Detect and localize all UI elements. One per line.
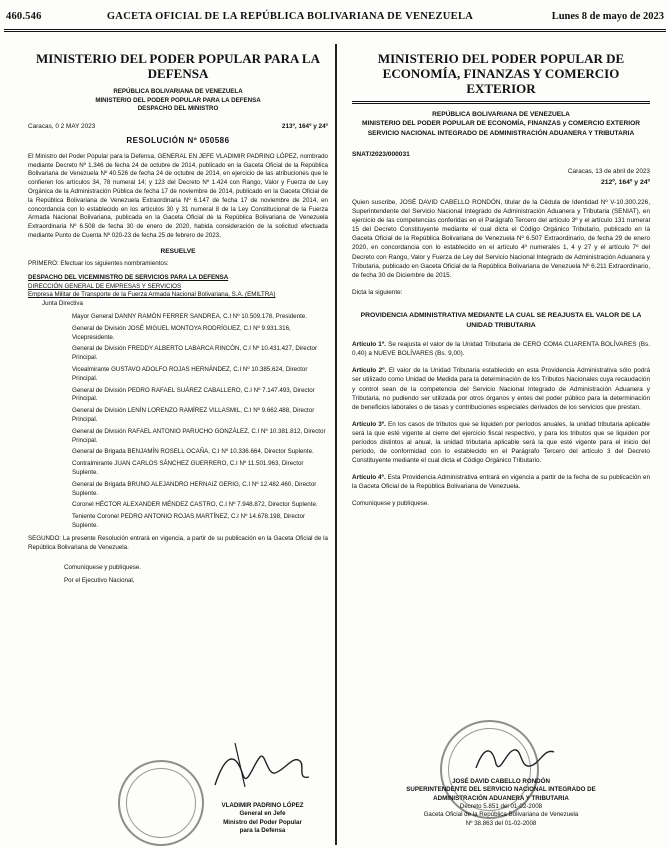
board-member: General de División PEDRO RAFAEL SUÁREZ CABALLERO, C.I Nº 7.147.493, Director Principal. — [72, 386, 315, 403]
article-3-head: Artículo 3º. — [352, 420, 386, 428]
left-signer-rank: General en Jefe — [239, 810, 286, 818]
ministry-seal-stamp — [118, 760, 204, 846]
board-member: General de Brigada BRUNO ALEJANDRO HERNAIZ GERIG, C.I Nº 12.482.460, Director Suplente. — [72, 480, 317, 497]
ministro-signature — [205, 735, 315, 795]
left-signer-role1: Ministro del Poder Popular — [223, 818, 302, 826]
column-divider — [335, 44, 337, 845]
article-3-text: En los casos de tributos que se liquiden por períodos anuales, la unidad tributaria aplicable será la que esté vigente al cierre del ejercicio fiscal respectivo, y para los tributos que se liquiden por períodos distintos al anual, la unidad tributaria aplicable será la que esté vigente para el inicio del período, de conformidad con lo establecido en el Parágrafo Tercero del artículo 3 del Decreto Constituyente mediante el cual dicta el Código Orgánico Tributario. — [352, 420, 650, 465]
right-signer-title2: ADMINISTRACIÓN ADUANERA Y TRIBUTARIA — [433, 794, 569, 802]
article-4 — [352, 473, 650, 491]
board-member: Mayor General DANNY RAMÓN FERRER SANDREA, C.I Nº 10.509.178, Presidente. — [72, 313, 307, 321]
gazette-title: GACETA OFICIAL DE LA REPÚBLICA BOLIVARIANA DE VENEZUELA — [106, 10, 474, 22]
snat-number: SNAT/2023/000031 — [352, 150, 410, 158]
left-preamble: El Ministro del Poder Popular para la Defensa, GENERAL EN JEFE VLADIMIR PADRINO LÓPEZ, nombrado mediante Decreto Nº 1.346 de fecha 24 de octubre de 2014, publicado en la Gaceta Oficial de la República Bolivariana de Venezuela Nº 40.526 de fecha 24 de octubre de 2014, en ejercicio de las atribuciones que le confieren los artículos 34, 78 numeral 14; y 123 del Decreto Nº 1.424 con Rango, Valor y Fuerza de Ley Orgánica de la Administración Pública de fecha 17 de noviembre de 2014, publicado en la Gaceta Oficial de la República Bolivariana de Venezuela Extraordinaria Nº 6.147 de fecha 17 de noviembre de 2014, en concordancia con lo establecido en los artículos 30 y 31 numeral 8 de la Ley Constitucional de la Fuerza Armada Nacional Bolivariana, publicada en la Gaceta Oficial de la República Bolivariana de Venezuela Extraordinaria Nº 6.508 de fecha 30 de enero de 2020, habida consideración de la solicitud efectuada mediante Punto de Cuenta Nº 020-23 de fecha 25 de febrero de 2023, — [28, 152, 328, 239]
providencia-title: PROVIDENCIA ADMINISTRATIVA MEDIANTE LA CUAL SE REAJUSTA EL VALOR DE LA UNIDAD TRIBUTARIA — [360, 311, 642, 329]
left-ministry: MINISTERIO DEL PODER POPULAR PARA LA DEFENSA — [95, 96, 261, 104]
board-member: Coronel HÉCTOR ALEXANDER MÉNDEZ CASTRO, C.I Nº 7.948.872, Director Suplente. — [72, 501, 318, 509]
article-4-head: Artículo 4º. — [352, 474, 386, 482]
right-column — [352, 52, 650, 508]
article-2-head: Artículo 2º. — [352, 367, 387, 375]
left-signer-role2: para la Defensa — [239, 827, 286, 835]
left-years: 213º, 164º y 24º — [281, 123, 328, 131]
page-number: 460.546 — [6, 10, 42, 22]
right-decree: Decreto 5.851 del 01-02-2008 — [459, 803, 543, 811]
superintendente-signature — [470, 738, 560, 778]
dept-junta: Junta Directiva — [42, 300, 83, 308]
article-1-head: Artículo 1º. — [352, 341, 386, 349]
right-republic: REPÚBLICA BOLIVARIANA DE VENEZUELA — [432, 110, 570, 118]
right-signer-name: JOSÉ DAVID CABELLO RONDÓN — [452, 778, 550, 785]
left-column — [28, 52, 328, 586]
primero-clause: PRIMERO: Efectuar los siguientes nombramientos: — [28, 260, 169, 268]
left-dateline — [28, 122, 328, 131]
right-service: SERVICIO NACIONAL INTEGRADO DE ADMINISTRACIÓN ADUANERA Y TRIBUTARIA — [367, 129, 635, 137]
article-3 — [352, 420, 650, 465]
left-ministry-title: MINISTERIO DEL PODER POPULAR PARA LA DEFENSA — [36, 51, 320, 81]
page-header — [6, 4, 664, 28]
article-2-text: El valor de la Unidad Tributaria establecido en esta Providencia Administrativa sólo podrá ser utilizado como Unidad de Medida para la determinación de los Tributos Nacionales cuya recaudación y control sean de la competencia del Servicio Nacional Integrado de Administración Aduanera y Tributaria, no pudiendo ser utilizada por otros órganos y entes del poder público para la determinación de beneficios laborales o de tasas y contribuciones especiales derivados de los servicios que prestan. — [352, 367, 650, 411]
left-republic: REPÚBLICA BOLIVARIANA DE VENEZUELA — [113, 87, 243, 95]
right-signature-block — [352, 778, 650, 828]
right-place-date: Caracas, 13 de abril de 2023 — [567, 168, 650, 176]
board-member: General de Brigada BENJAMÍN ROSELL OCAÑA, C.I Nº 10.336.664, Director Suplente. — [72, 448, 314, 456]
right-ministry: MINISTERIO DEL PODER POPULAR DE ECONOMÍA, FINANZAS y COMERCIO EXTERIOR — [362, 120, 640, 128]
left-comuniquese: Comuníquese y publíquese. — [64, 564, 142, 572]
right-comuniquese: Comuníquese y publíquese. — [352, 499, 430, 507]
segundo-clause: SEGUNDO: La presente Resolución entrará en vigencia, a partir de su publicación en la Gaceta Oficial de la República Bolivariana de Venezuela. — [28, 534, 328, 551]
right-preamble: Quien suscribe, JOSÉ DAVID CABELLO RONDÓN, titular de la Cédula de Identidad Nº V-10.300.226, Superintendente del Servicio Nacional Integrado de Administración Aduanera y Tributaria (SENIAT), en ejercicio de las competencias conferidas en el Parágrafo Tercero del artículo 3º y el artículo 131 numeral 15 del Decreto Constituyente mediante el cual dicta el Código Orgánico Tributario, publicado en la Gaceta Oficial de la República Bolivariana de Venezuela Nº 6.507 Extraordinario, de fecha 29 de enero 2020, en concordancia con lo establecido en el artículo 4º numerales 1, 4 y 27 y el artículo 7º del Decreto con Rango, Valor y Fuerza de Ley del Servicio Nacional Integrado de Administración Aduanera y Tributaria, publicado en Gaceta Oficial de la República Bolivariana de Venezuela Nº 6.211 Extraordinario, de fecha 30 de Diciembre de 2015. — [352, 198, 650, 279]
right-ministry-title: MINISTERIO DEL PODER POPULAR DE ECONOMÍA, FINANZAS Y COMERCIO EXTERIOR — [377, 51, 625, 96]
article-2 — [352, 366, 650, 411]
right-signer-title1: SUPERINTENDENTE DEL SERVICIO NACIONAL INTEGRADO DE — [406, 786, 596, 794]
dept-empresa: Empresa Militar de Transporte de la Fuerza Armada Nacional Bolivariana, S.A. (EMILTRA) — [28, 291, 276, 299]
right-gazette-ref: Gaceta Oficial de la República Bolivariana de Venezuela — [423, 811, 579, 819]
board-member: Contralmirante JUAN CARLOS SÁNCHEZ GUERRERO, C.I Nº 11.501.963, Director Suplente. — [72, 460, 304, 476]
left-ejecutivo: Por el Ejecutivo Nacional, — [64, 577, 135, 585]
board-member: Vicealmirante GUSTAVO ADOLFO ROJAS HERNÁNDEZ, C.I Nº 10.385.624, Director Principal. — [72, 366, 308, 382]
left-place-date: Caracas, 0 2 MAY 2023 — [28, 123, 96, 131]
gazette-date: Lunes 8 de mayo de 2023 — [551, 10, 664, 22]
dept-viceministro: DESPACHO DEL VICEMINISTRO DE SERVICIOS PARA LA DEFENSA — [28, 273, 229, 281]
right-years: 212º, 164º y 24º — [600, 179, 650, 187]
resuelve-heading: RESUELVE — [160, 247, 196, 255]
board-member: General de División FREDDY ALBERTO LABARCA RINCÓN, C.I Nº 10.431.427, Director Principal. — [72, 345, 318, 362]
dicta-line: Dicta la siguiente: — [352, 288, 403, 296]
left-signer-name: VLADIMIR PADRINO LÓPEZ — [221, 802, 304, 809]
left-signature-block — [200, 802, 325, 835]
article-4-text: Esta Providencia Administrativa entrará en vigencia a partir de la fecha de su publicación en la Gaceta Oficial de la República Bolivariana de Venezuela. — [352, 474, 651, 491]
resolution-number: RESOLUCIÓN Nº 050586 — [126, 136, 230, 146]
board-member: General de División JOSÉ MIGUEL MONTOYA RODRÍGUEZ, C.I Nº 9.931.316, Vicepresidente. — [72, 324, 291, 341]
header-rule — [4, 29, 666, 32]
article-1-text: Se reajusta el valor de la Unidad Tributaria de CERO COMA CUARENTA BOLÍVARES (Bs. 0,40) a NUEVE BOLÍVARES (Bs. 9,00). — [352, 341, 650, 358]
dept-direccion: DIRECCIÓN GENERAL DE EMPRESAS Y SERVICIOS — [28, 282, 182, 290]
right-title-rule — [352, 101, 650, 104]
left-office: DESPACHO DEL MINISTRO — [137, 105, 219, 113]
board-member: General de División LENÍN LORENZO RAMÍREZ VILLASMIL, C.I Nº 9.662.488, Director Principal. — [72, 407, 315, 423]
article-1 — [352, 340, 650, 358]
board-member: Teniente Coronel PEDRO ANTONIO ROJAS MARTÍNEZ, C.I Nº 14.678.198, Director Suplente. — [72, 513, 306, 529]
board-member: General de División RAFAEL ANTONIO PARUCHO GONZÁLEZ, C.I Nº 10.381.812, Director Principal. — [72, 427, 326, 444]
right-gazette-no: Nº 38.863 del 01-02-2008 — [465, 819, 537, 827]
